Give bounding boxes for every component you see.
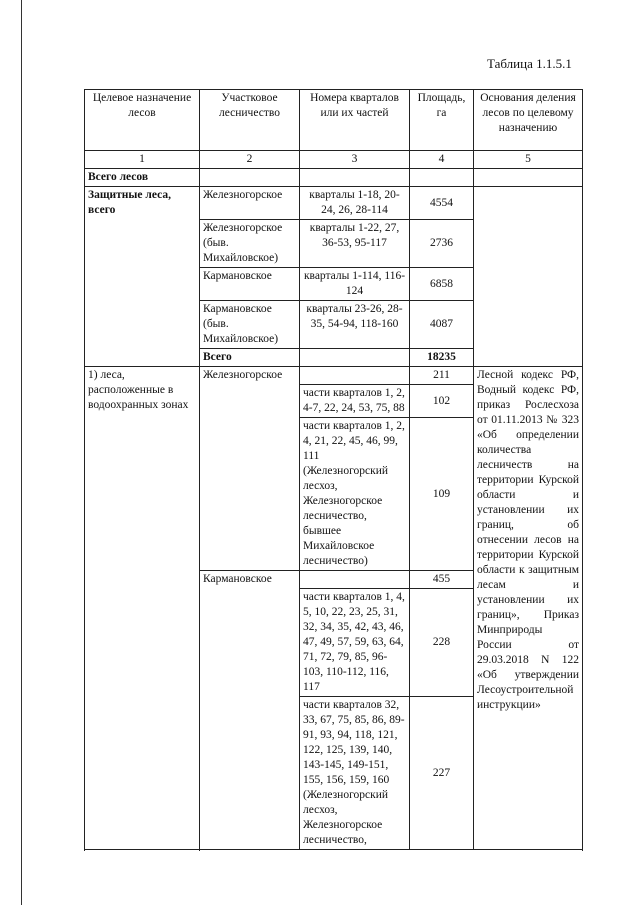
protective-total-area: 18235 [410,349,474,367]
quarters-cell: кварталы 1-22, 27, 36-53, 95-117 [300,220,410,268]
total-forests-row [85,169,583,187]
water-zones-label: 1) леса, расположенные в водоохранных зонах [85,367,200,850]
forestry-cell: Железногорское (быв. Михайловское) [200,220,300,268]
area-cell: 4087 [410,301,474,349]
area-cell: 102 [410,385,474,418]
forestry-total-area: 211 [410,367,474,385]
forestry-cell: Кармановское (быв. Михайловское) [200,301,300,349]
col-number: 4 [410,151,474,169]
header-row [85,90,583,151]
area-cell: 109 [410,418,474,571]
header-quarters: Номера кварталов или их частей [300,90,410,151]
forestry-cell: Железногорское [200,367,300,385]
protective-total-label: Всего [200,349,300,367]
quarters-cell: кварталы 1-114, 116-124 [300,268,410,301]
quarters-cell: части кварталов 1, 2, 4, 21, 22, 45, 46, 99, 111 (Железногорский лесхоз, Железногорское лесничество, бывшее Михайловское лесничество) [300,418,410,571]
quarters-cell: части кварталов 32, 33, 67, 75, 85, 86, 89-91, 93, 94, 118, 121, 122, 125, 139, 140, 143-145, 149-151, 155, 156, 159, 160 (Железногорский лесхоз, Железногорское лесничество, [300,697,410,850]
area-cell: 2736 [410,220,474,268]
header-area: Площадь, га [410,90,474,151]
forestry-cell: Кармановское [200,268,300,301]
forestry-cell: Кармановское [200,571,300,589]
total-forests-label: Всего лесов [85,169,200,187]
header-purpose: Целевое назначение лесов [85,90,200,151]
column-numbers-row [85,151,583,169]
header-basis: Основания деления лесов по целевому назначению [474,90,583,151]
area-cell: 6858 [410,268,474,301]
protective-label: Защитные леса, всего [85,187,200,367]
table-row [85,367,583,385]
forestry-total-area: 455 [410,571,474,589]
protective-basis-cell [474,187,583,367]
quarters-cell: части кварталов 1, 4, 5, 10, 22, 23, 25, 31, 32, 34, 35, 42, 43, 46, 47, 49, 57, 59, 63, 64, 71, 72, 79, 85, 96-103, 110-112, 116, 117 [300,589,410,697]
page-margin-line [21,0,22,905]
col-number: 1 [85,151,200,169]
area-cell: 228 [410,589,474,697]
quarters-cell: кварталы 23-26, 28-35, 54-94, 118-160 [300,301,410,349]
col-number: 2 [200,151,300,169]
table-caption: Таблица 1.1.5.1 [487,56,572,71]
quarters-cell: кварталы 1-18, 20-24, 26, 28-114 [300,187,410,220]
col-number: 3 [300,151,410,169]
col-number: 5 [474,151,583,169]
table-row [85,187,583,220]
area-cell: 4554 [410,187,474,220]
forest-purpose-table [84,89,583,850]
area-cell: 227 [410,697,474,850]
quarters-cell: части кварталов 1, 2, 4-7, 22, 24, 53, 75, 88 [300,385,410,418]
forestry-cell: Железногорское [200,187,300,220]
header-forestry: Участковое лесничество [200,90,300,151]
basis-text: Лесной кодекс РФ, Водный кодекс РФ, приказ Рослесхоза от 01.11.2013 № 323 «Об определении количества лесничеств на территории Курской области и установлении их границ, об отнесении лесов на территории Курской области к защитным лесам и установлении их границ», Приказ Минприроды России от 29.03.2018 N 122 «Об утверждении Лесоустроительной инструкции» [474,367,583,850]
